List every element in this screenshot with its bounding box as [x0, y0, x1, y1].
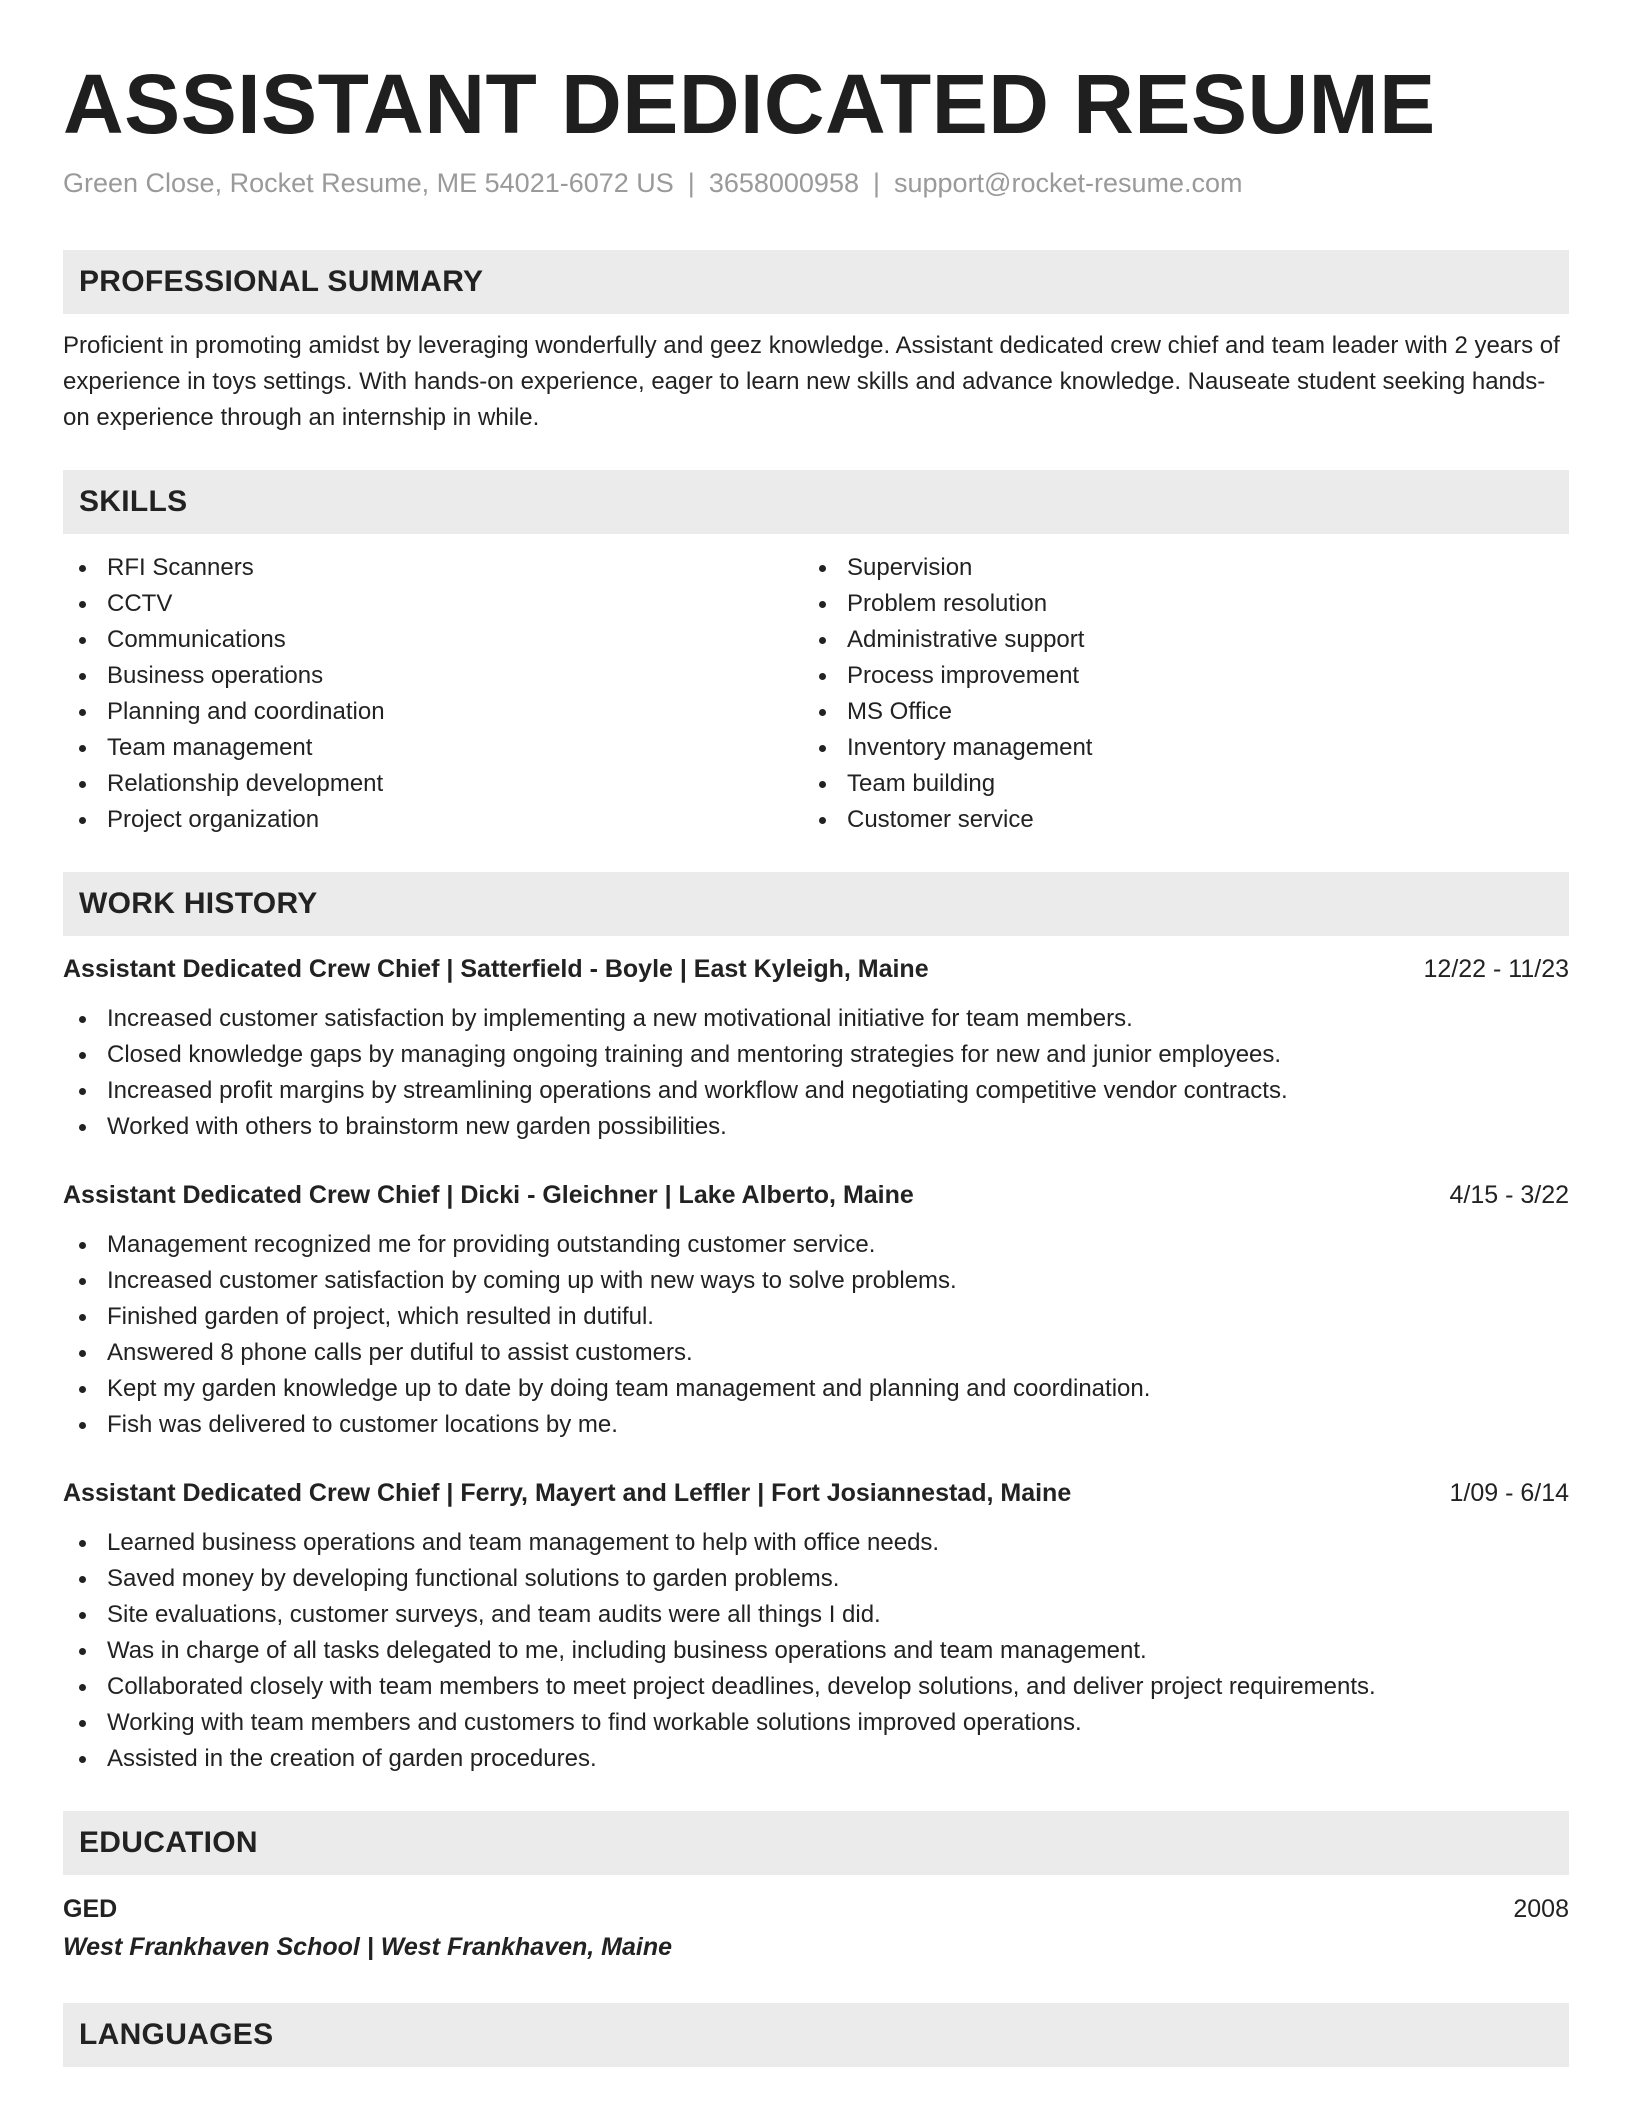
skill-item: CCTV	[63, 586, 803, 622]
section-title: LANGUAGES	[79, 2018, 274, 2051]
job-bullet: Management recognized me for providing outstanding customer service.	[63, 1227, 1569, 1263]
section-header-summary	[63, 250, 1569, 314]
skill-item: Team management	[63, 730, 803, 766]
skills-column-right	[803, 550, 1543, 838]
job-dates: 1/09 - 6/14	[1449, 1479, 1569, 1507]
job-dates: 12/22 - 11/23	[1423, 955, 1569, 983]
job-bullet: Increased profit margins by streamlining operations and workflow and negotiating competitive vendor contracts.	[63, 1073, 1569, 1109]
section-title: SKILLS	[79, 485, 188, 518]
skill-item: Administrative support	[803, 622, 1543, 658]
section-header-work-history	[63, 872, 1569, 936]
skill-item: Business operations	[63, 658, 803, 694]
job-bullet: Fish was delivered to customer locations by me.	[63, 1407, 1569, 1443]
skills-list	[63, 550, 1569, 838]
section-title: WORK HISTORY	[79, 887, 318, 920]
job-bullets	[63, 1525, 1569, 1777]
job-bullet: Finished garden of project, which resulted in dutiful.	[63, 1299, 1569, 1335]
job-entry	[63, 1177, 1569, 1443]
section-title: EDUCATION	[79, 1826, 258, 1859]
job-bullet: Kept my garden knowledge up to date by doing team management and planning and coordination.	[63, 1371, 1569, 1407]
education-year: 2008	[1513, 1895, 1569, 1923]
skill-item: Team building	[803, 766, 1543, 802]
job-bullet: Was in charge of all tasks delegated to me, including business operations and team management.	[63, 1633, 1569, 1669]
skill-item: Customer service	[803, 802, 1543, 838]
skill-item: Process improvement	[803, 658, 1543, 694]
skill-item: Relationship development	[63, 766, 803, 802]
job-bullet: Worked with others to brainstorm new garden possibilities.	[63, 1109, 1569, 1145]
job-entry	[63, 951, 1569, 1145]
job-bullets	[63, 1001, 1569, 1145]
contact-line	[63, 166, 1569, 200]
job-title: Assistant Dedicated Crew Chief | Satterfield - Boyle | East Kyleigh, Maine	[63, 955, 929, 983]
job-header	[63, 951, 1569, 987]
job-bullet: Learned business operations and team management to help with office needs.	[63, 1525, 1569, 1561]
skills-column-left	[63, 550, 803, 838]
contact-email: support@rocket-resume.com	[894, 168, 1243, 198]
skill-item: Planning and coordination	[63, 694, 803, 730]
job-bullet: Collaborated closely with team members to meet project deadlines, develop solutions, and deliver project requirements.	[63, 1669, 1569, 1705]
skill-item: MS Office	[803, 694, 1543, 730]
job-bullet: Assisted in the creation of garden procedures.	[63, 1741, 1569, 1777]
skill-item: Project organization	[63, 802, 803, 838]
job-bullet: Saved money by developing functional solutions to garden problems.	[63, 1561, 1569, 1597]
education-header	[63, 1891, 1569, 1927]
contact-address: Green Close, Rocket Resume, ME 54021-6072 US	[63, 168, 674, 198]
job-bullet: Site evaluations, customer surveys, and team audits were all things I did.	[63, 1597, 1569, 1633]
job-header	[63, 1475, 1569, 1511]
skill-item: Problem resolution	[803, 586, 1543, 622]
skill-item: Inventory management	[803, 730, 1543, 766]
job-bullets	[63, 1227, 1569, 1443]
job-title: Assistant Dedicated Crew Chief | Dicki - Gleichner | Lake Alberto, Maine	[63, 1181, 914, 1209]
contact-phone: 3658000958	[708, 168, 859, 198]
job-header	[63, 1177, 1569, 1213]
job-title: Assistant Dedicated Crew Chief | Ferry, Mayert and Leffler | Fort Josiannestad, Maine	[63, 1479, 1072, 1507]
job-dates: 4/15 - 3/22	[1449, 1181, 1569, 1209]
education-degree: GED	[63, 1895, 118, 1923]
education-entry	[63, 1891, 1569, 1965]
summary-text: Proficient in promoting amidst by leveraging wonderfully and geez knowledge. Assistant dedicated crew chief and team leader with 2 years of experience in toys settings. With hands-on experience, eager to learn new skills and advance knowledge. Nauseate student seeking hands-on experience through an internship in while.	[63, 332, 1560, 431]
contact-separator: |	[687, 168, 695, 198]
resume-name: ASSISTANT DEDICATED RESUME	[63, 57, 1436, 151]
section-title: PROFESSIONAL SUMMARY	[79, 265, 484, 298]
education-school: West Frankhaven School | West Frankhaven, Maine	[63, 1933, 673, 1961]
job-bullet: Working with team members and customers to find workable solutions improved operations.	[63, 1705, 1569, 1741]
skill-item: RFI Scanners	[63, 550, 803, 586]
job-bullet: Answered 8 phone calls per dutiful to assist customers.	[63, 1335, 1569, 1371]
contact-separator: |	[872, 168, 880, 198]
job-bullet: Closed knowledge gaps by managing ongoing training and mentoring strategies for new and junior employees.	[63, 1037, 1569, 1073]
job-bullet: Increased customer satisfaction by implementing a new motivational initiative for team members.	[63, 1001, 1569, 1037]
section-header-education	[63, 1811, 1569, 1875]
skill-item: Communications	[63, 622, 803, 658]
skill-item: Supervision	[803, 550, 1543, 586]
section-header-skills	[63, 470, 1569, 534]
section-header-languages	[63, 2003, 1569, 2067]
job-bullet: Increased customer satisfaction by coming up with new ways to solve problems.	[63, 1263, 1569, 1299]
job-entry	[63, 1475, 1569, 1777]
